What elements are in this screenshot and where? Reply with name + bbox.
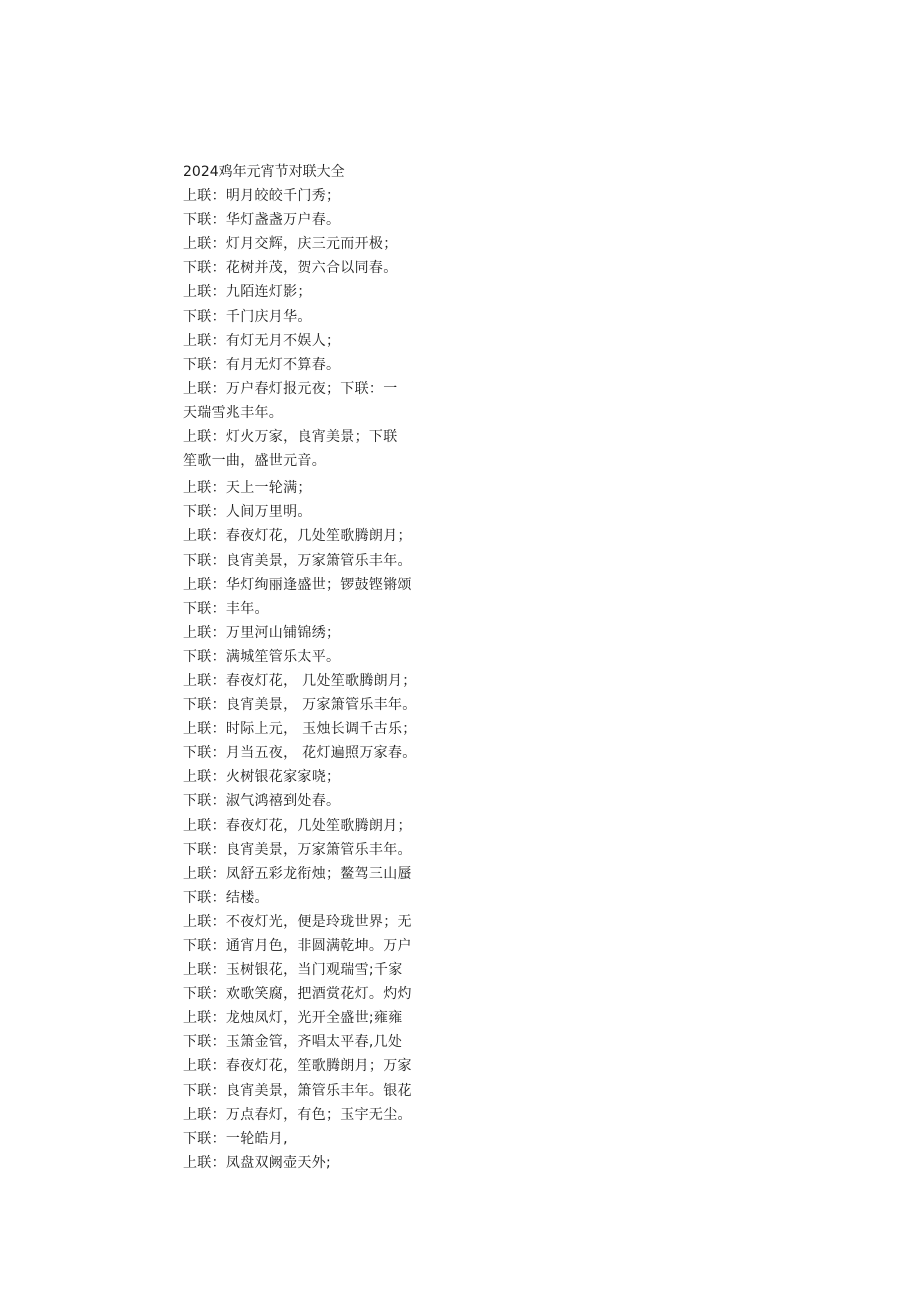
couplet-line: 上联：华灯绚丽逢盛世；锣鼓铿锵颂 — [183, 576, 412, 593]
couplet-line: 下联：华灯盏盏万户春。 — [183, 212, 341, 229]
couplet-line: 下联：淑气鸿禧到处春。 — [183, 793, 341, 810]
couplet-line: 上联：凤盘双阙壶天外; — [183, 1154, 332, 1171]
document-body — [183, 160, 463, 1175]
couplet-line: 上联：火树银花家家哓； — [183, 769, 341, 786]
couplet-line: 上联：春夜灯花，几处笙歌腾朗月； — [183, 528, 412, 545]
couplet-line: 上联：天上一轮满； — [183, 480, 312, 497]
couplet-line: 笙歌一曲，盛世元音。 — [183, 453, 326, 470]
couplet-line: 上联：灯月交辉，庆三元而开极； — [183, 236, 398, 253]
couplet-line: 下联：一轮皓月, — [183, 1130, 288, 1147]
couplet-line: 上联：灯火万家，良宵美景；下联 — [183, 429, 398, 446]
couplet-line: 下联：通宵月色，非圆满乾坤。万户 — [183, 938, 412, 954]
document-title: 2024鸡年元宵节对联大全 — [183, 164, 345, 180]
couplet-line: 上联：春夜灯花，几处笙歌腾朗月； — [183, 817, 412, 834]
couplet-line: 上联：时际上元， 玉烛长调千古乐； — [183, 721, 417, 738]
couplet-line: 下联：丰年。 — [183, 600, 269, 617]
couplet-line: 上联：万户春灯报元夜；下联：一 — [183, 380, 398, 397]
couplet-line: 下联：结楼。 — [183, 889, 269, 906]
couplet-line: 天瑞雪兆丰年。 — [183, 404, 284, 421]
couplet-line: 下联：有月无灯不算春。 — [183, 356, 341, 373]
couplet-line: 上联：龙烛凤灯，光开全盛世;雍雍 — [183, 1010, 403, 1027]
couplet-line: 上联：有灯无月不娱人； — [183, 332, 341, 349]
couplet-line: 下联：欢歌笑腐，把酒赏花灯。灼灼 — [183, 986, 412, 1003]
couplet-line: 上联：不夜灯光，便是玲珑世界；无 — [183, 913, 412, 930]
couplet-line: 下联：月当五夜， 花灯遍照万家春。 — [183, 745, 417, 762]
couplet-line: 上联：九陌连灯影； — [183, 284, 312, 301]
couplet-line: 下联：满城笙管乐太平。 — [183, 648, 341, 665]
couplet-line: 下联：良宵美景，万家箫管乐丰年。 — [183, 552, 412, 569]
couplet-line: 下联：良宵美景，箫管乐丰年。银花 — [183, 1082, 412, 1099]
couplet-line: 下联：花树并茂，贺六合以同春。 — [183, 260, 398, 277]
couplet-line: 上联：春夜灯花， 几处笙歌腾朗月； — [183, 672, 417, 689]
couplet-line: 上联：凤舒五彩龙衔烛；鳌驾三山蜃 — [183, 865, 412, 882]
couplet-line: 下联：人间万里明。 — [183, 504, 312, 521]
couplet-line: 下联：玉箫金管，齐唱太平春,几处 — [183, 1034, 403, 1051]
couplet-line: 下联：良宵美景，万家箫管乐丰年。 — [183, 841, 412, 858]
couplet-line: 上联：春夜灯花，笙歌腾朗月；万家 — [183, 1058, 412, 1075]
couplet-line: 上联：万点春灯，有色；玉宇无尘。 — [183, 1106, 412, 1123]
couplet-line: 下联：良宵美景， 万家箫管乐丰年。 — [183, 697, 417, 714]
couplet-line: 上联：明月皎皎千门秀； — [183, 188, 341, 205]
couplet-line: 上联：万里河山铺锦绣； — [183, 624, 341, 641]
couplet-line: 上联：玉树银花，当门观瑞雪;千家 — [183, 962, 403, 979]
couplet-line: 下联：千门庆月华。 — [183, 308, 312, 325]
